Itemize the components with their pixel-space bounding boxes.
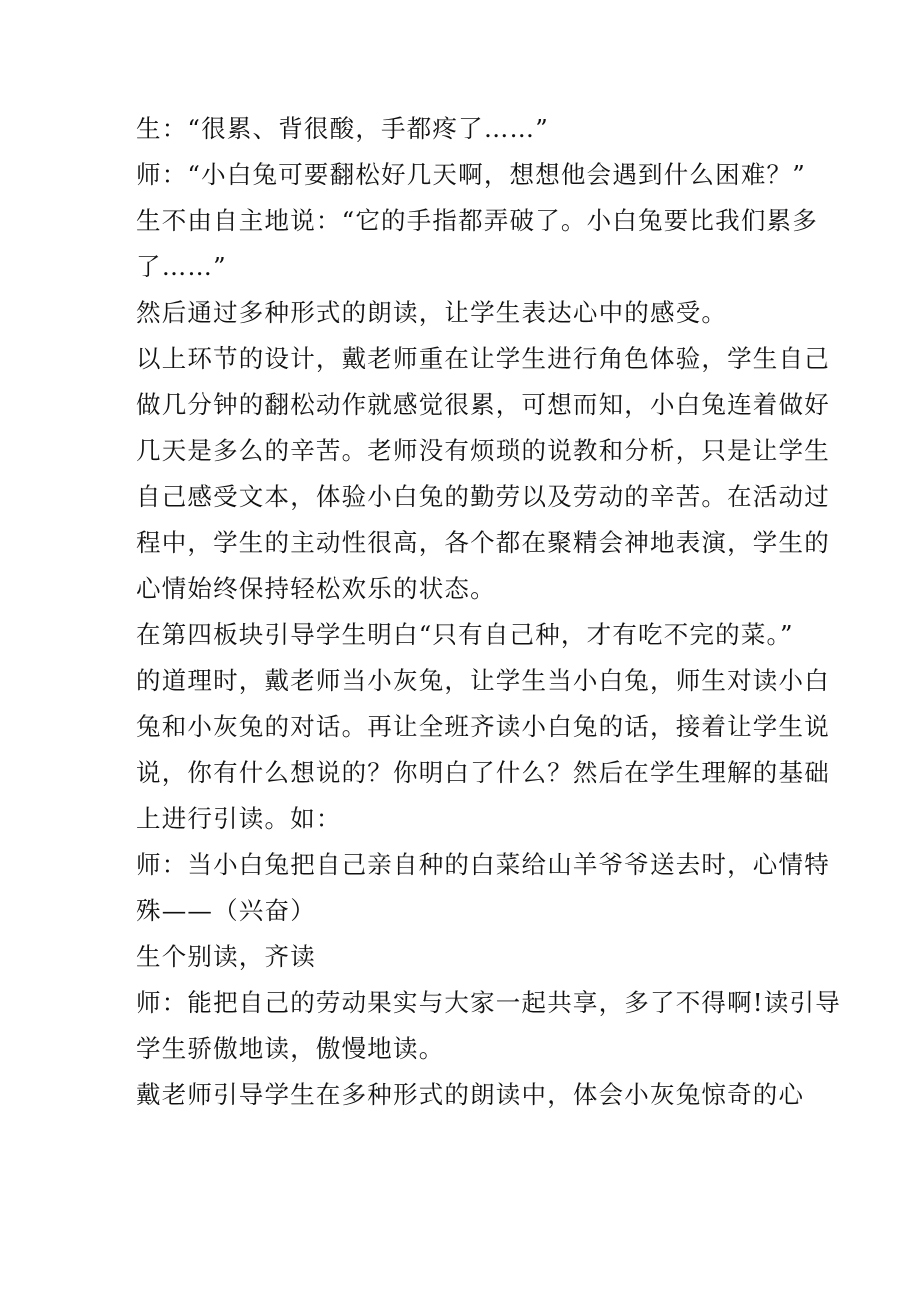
text-line: 说，你有什么想说的？你明白了什么？然后在学生理解的基础 [136,758,830,787]
document-body [136,106,841,1118]
text-line: 了……” [136,252,227,281]
text-line: 做几分钟的翻松动作就感觉很累，可想而知，小白兔连着做好 [136,390,830,419]
text-line: 的道理时，戴老师当小灰兔，让学生当小白兔，师生对读小白 [136,666,830,695]
text-line: 师：能把自己的劳动果实与大家一起共享，多了不得啊!读引导 [136,988,841,1017]
text-line: 自己感受文本，体验小白兔的勤劳以及劳动的辛苦。在活动过 [136,482,830,511]
text-line: 然后通过多种形式的朗读，让学生表达心中的感受。 [136,298,728,327]
text-line: 生个别读，齐读 [136,942,316,971]
text-line: 生不由自主地说：“它的手指都弄破了。小白兔要比我们累多 [136,206,818,235]
text-line: 学生骄傲地读，傲慢地读。 [136,1034,445,1063]
text-line: 师：“小白兔可要翻松好几天啊，想想他会遇到什么困难？” [136,160,806,189]
text-line: 殊——（兴奋） [136,896,316,925]
text-line: 戴老师引导学生在多种形式的朗读中，体会小灰兔惊奇的心 [136,1080,805,1109]
text-line: 心情始终保持轻松欢乐的状态。 [136,574,496,603]
text-line: 在第四板块引导学生明白“只有自己种，才有吃不完的菜。” [136,620,794,649]
text-line: 生：“很累、背很酸，手都疼了……” [136,114,549,143]
text-line: 师：当小白兔把自己亲自种的白菜给山羊爷爷送去时，心情特 [136,850,830,879]
text-line: 以上环节的设计，戴老师重在让学生进行角色体验，学生自己 [136,344,830,373]
text-line: 几天是多么的辛苦。老师没有烦琐的说教和分析，只是让学生 [136,436,830,465]
text-line: 上进行引读。如： [136,804,342,833]
text-line: 程中，学生的主动性很高，各个都在聚精会神地表演，学生的 [136,528,830,557]
text-line: 兔和小灰兔的对话。再让全班齐读小白兔的话，接着让学生说 [136,712,830,741]
